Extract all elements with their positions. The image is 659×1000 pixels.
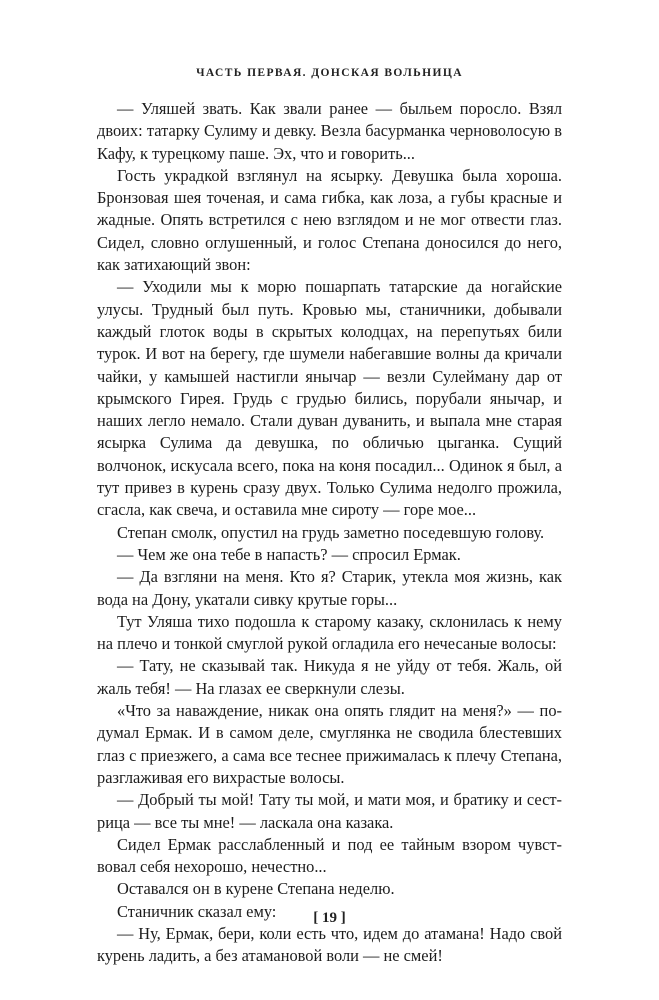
paragraph: Станичник сказал ему:: [117, 901, 277, 921]
paragraph: — Уляшей звать. Как звали ранее — быльем поросло. Взял двоих: татарку Сулиму и девку. Везла басурманка черноволосую в Кафу, к турецкому паше. Эх, что и говорить...: [97, 99, 562, 163]
paragraph: — Чем же она тебе в напасть? — спросил Ермак.: [117, 544, 461, 564]
paragraph: — Тату, не сказывай так. Никуда я не уйду от тебя. Жаль, ой жаль тебя! — На глазах ее сверкнули слезы.: [97, 656, 562, 698]
running-head: ЧАСТЬ ПЕРВАЯ. ДОНСКАЯ ВОЛЬНИЦА: [196, 67, 463, 79]
paragraph: Оставался он в курене Степана неделю.: [117, 879, 395, 899]
paragraph: — Добрый ты мой! Тату ты мой, и мати моя, и братику и сестрица — все ты мне! — ласкала она казака.: [97, 790, 562, 832]
paragraph: Степан смолк, опустил на грудь заметно поседевшую голову.: [117, 522, 545, 542]
paragraph: — Уходили мы к морю пошарпать татарские да ногайские улусы. Трудный был путь. Кровью мы, станичники, добывали каждый глоток воды в скрытых колодцах, на перепутьях били турок. И вот на берегу, где шумели набегавшие волны да кричали чайки, у камышей настигли янычар — везли Сулейману дар от крымского Гирея. Грудь с грудью бились, порубали янычар, и наших легло немало. Стали дуван дуванить, и выпала мне старая ясырка Сулима да девушка, по обличью цыганка. Сущий волчонок, искусала всего, пока на коня посадил... Одинок я был, а тут привез в курень сразу двух. Только Сулима недолго прожила, сгасла, как свеча, и оставила мне сироту — горе мое...: [97, 277, 562, 520]
paragraph: «Что за наваждение, никак она опять глядит на меня?» — подумал Ермак. И в самом деле, смуглянка не сводила блестевших глаз с приезжего, а сама все теснее прижималась к плечу Степана, разглаживая его вихрастые волосы.: [97, 701, 562, 787]
paragraph: — Ну, Ермак, бери, коли есть что, идем до атамана! Надо свой курень ладить, а без атамановой воли — не смей!: [97, 923, 562, 966]
body-text: [97, 98, 562, 968]
paragraph: Гость украдкой взглянул на ясырку. Девушка была хороша. Бронзовая шея точеная, и сама гибка, как лоза, а губы красные и жадные. Опять встретился с нею взглядом и не мог отвести глаз. Сидел, словно оглушенный, и голос Степана доносился до него, как затихающий звон:: [97, 165, 562, 275]
paragraph: Сидел Ермак расслабленный и под ее тайным взором чувствовал себя нехорошо, нечестно...: [97, 834, 562, 877]
paragraph: Тут Уляша тихо подошла к старому казаку, склонилась к нему на плечо и тонкой смуглой рукой огладила его нечесаные волосы:: [97, 611, 562, 654]
paragraph: — Да взгляни на меня. Кто я? Старик, утекла моя жизнь, как вода на Дону, укатали сивку крутые горы...: [97, 567, 562, 609]
page-number: [ 19 ]: [313, 910, 346, 926]
